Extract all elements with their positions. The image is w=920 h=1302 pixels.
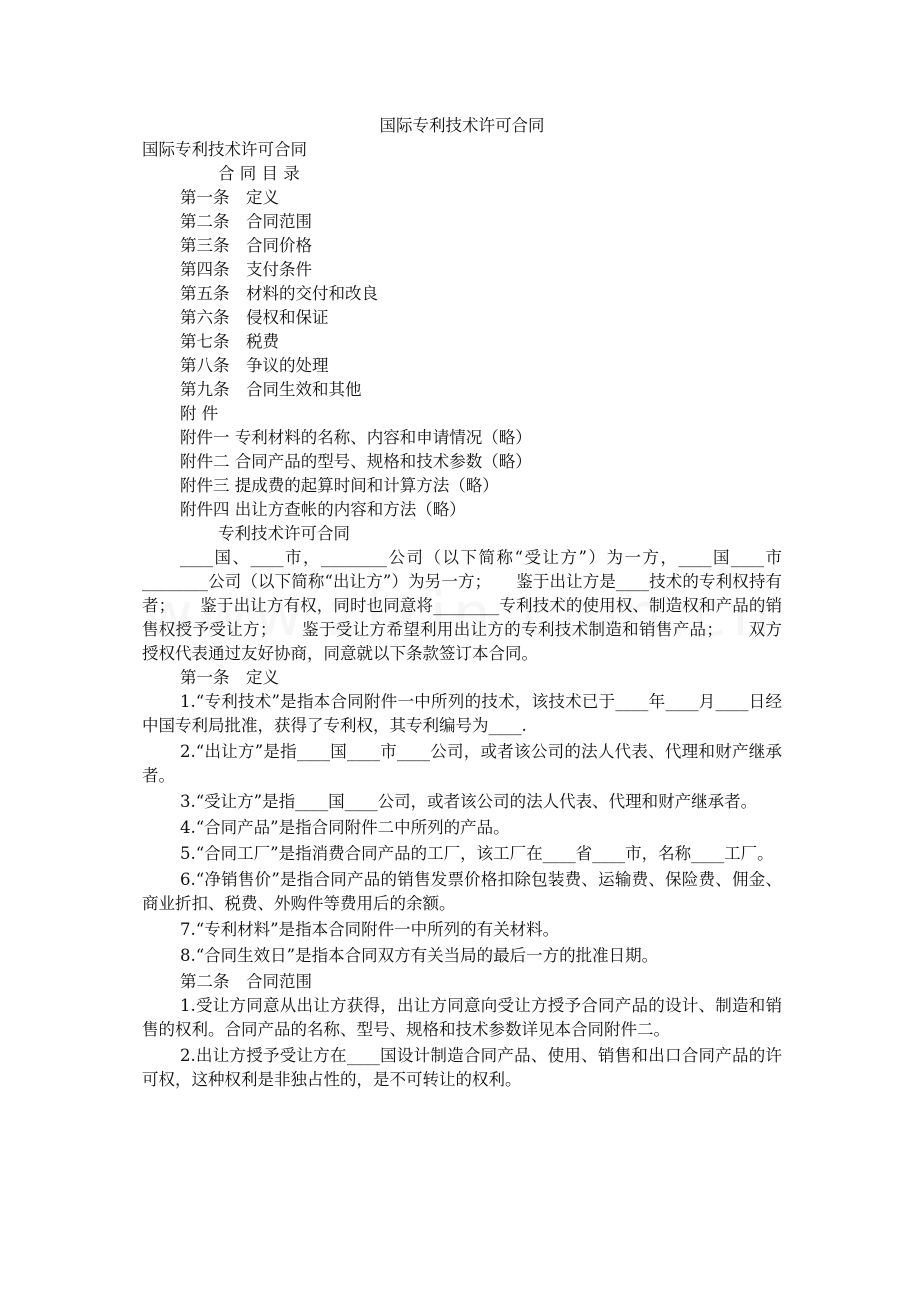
- toc-item: 第三条 合同价格: [180, 236, 312, 255]
- toc-item: 第九条 合同生效和其他: [180, 380, 362, 399]
- article1-item: 7.“专利材料”是指本合同附件一中所列的有关材料。: [180, 920, 560, 939]
- document-title: 国际专利技术许可合同: [379, 116, 545, 135]
- article2-heading: 第二条 合同范围: [180, 972, 312, 991]
- toc-item: 附 件: [180, 404, 219, 423]
- toc-item: 第八条 争议的处理: [180, 356, 329, 375]
- toc-item: 第一条 定义: [180, 188, 279, 207]
- article1-item: 5.“合同工厂”是指消费合同产品的工厂，该工厂在____省____市，名称____工厂。: [180, 844, 774, 863]
- toc-item: 第二条 合同范围: [180, 212, 312, 231]
- article2-item: 1.受让方同意从出让方获得，出让方同意向受让方授予合同产品的设计、制造和销售的权利。合同产品的名称、型号、规格和技术参数详见本合同附件二。: [142, 996, 782, 1039]
- toc-item: 附件四 出让方查帐的内容和方法（略）: [180, 500, 466, 519]
- toc-item: 第五条 材料的交付和改良: [180, 284, 378, 303]
- article1-item: 1.“专利技术”是指本合同附件一中所列的技术，该技术已于____年____月____日经中国专利局批准，获得了专利权，其专利编号为____.: [142, 692, 782, 735]
- toc-item: 第六条 侵权和保证: [180, 308, 329, 327]
- document-page: [142, 114, 782, 1094]
- table-of-contents: [142, 186, 782, 522]
- toc-item: 附件一 专利材料的名称、内容和申请情况（略）: [180, 428, 532, 447]
- article1-item: 2.“出让方”是指____国____市____公司，或者该公司的法人代表、代理和财产继承者。: [142, 742, 782, 785]
- article1-item: 6.“净销售价”是指合同产品的销售发票价格扣除包装费、运输费、保险费、佣金、商业折扣、税费、外购件等费用后的余额。: [142, 870, 782, 913]
- toc-heading: 合 同 目 录: [218, 164, 300, 183]
- article1-item: 8.“合同生效日”是指本合同双方有关当局的最后一方的批准日期。: [180, 946, 659, 965]
- document-subtitle: 国际专利技术许可合同: [142, 140, 307, 159]
- toc-item: 第四条 支付条件: [180, 260, 312, 279]
- article1-item: 4.“合同产品”是指合同附件二中所列的产品。: [180, 818, 510, 837]
- contract-heading: 专利技术许可合同: [218, 524, 350, 543]
- article1-heading: 第一条 定义: [180, 668, 279, 687]
- toc-item: 附件三 提成费的起算时间和计算方法（略）: [180, 476, 499, 495]
- contract-preamble: ____国、____市，________公司（以下简称“受让方”）为一方，____国____市________公司（以下简称“出让方”）为另一方； 鉴于出让方是____技术的专利权持有者； 鉴于出让方有权，同时也同意将________专利技术的使用权、制造权和产品的销售权授予受让方； 鉴于受让方希望利用出让方的专利技术制造和销售产品； 双方授权代表通过友好协商，同意就以下条款签订本合同。: [142, 548, 782, 663]
- article2-item: 2.出让方授予受让方在____国设计制造合同产品、使用、销售和出口合同产品的许可权，这种权利是非独占性的，是不可转让的权利。: [142, 1046, 782, 1089]
- toc-item: 附件二 合同产品的型号、规格和技术参数（略）: [180, 452, 532, 471]
- toc-item: 第七条 税费: [180, 332, 279, 351]
- article1-item: 3.“受让方”是指____国____公司，或者该公司的法人代表、代理和财产继承者。: [180, 792, 758, 811]
